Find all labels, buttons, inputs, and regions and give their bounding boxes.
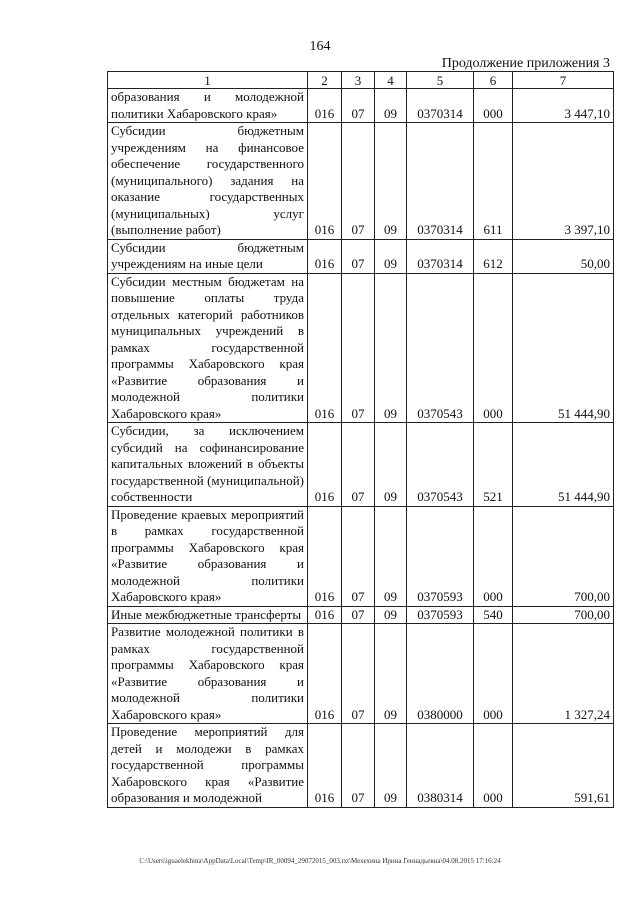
row-code-ministry: 016	[308, 239, 342, 273]
row-amount: 700,00	[513, 506, 614, 606]
table-row	[108, 606, 614, 624]
row-amount: 700,00	[513, 606, 614, 624]
row-code-subsection: 09	[375, 624, 407, 724]
row-code-ministry: 016	[308, 506, 342, 606]
table-row	[108, 273, 614, 423]
row-code-expense-type: 000	[474, 89, 513, 123]
column-header: 7	[513, 72, 614, 89]
row-code-expense-type: 000	[474, 506, 513, 606]
row-name: Субсидии, за исключением субсидий на софинансирование капитальных вложений в объекты государственной (муниципальной) собственности	[108, 423, 308, 507]
column-header: 4	[375, 72, 407, 89]
row-code-section: 07	[342, 239, 375, 273]
row-name: образования и молодежной политики Хабаровского края»	[108, 89, 308, 123]
row-code-section: 07	[342, 606, 375, 624]
row-code-subsection: 09	[375, 123, 407, 240]
row-code-section: 07	[342, 624, 375, 724]
budget-table	[107, 71, 614, 808]
row-name: Проведение мероприятий для детей и молодежи в рамках государственной программы Хабаровского края «Развитие образования и молодежной	[108, 724, 308, 808]
row-code-ministry: 016	[308, 273, 342, 423]
row-code-ministry: 016	[308, 89, 342, 123]
row-code-expense-type: 000	[474, 624, 513, 724]
row-amount: 1 327,24	[513, 624, 614, 724]
row-name: Субсидии бюджетным учреждениям на иные цели	[108, 239, 308, 273]
column-header: 5	[407, 72, 474, 89]
row-code-expense-type: 611	[474, 123, 513, 240]
row-name: Проведение краевых мероприятий в рамках государственной программы Хабаровского края «Развитие образования и молодежной политики Хабаровского края»	[108, 506, 308, 606]
page-number: 164	[309, 39, 331, 54]
table-row	[108, 506, 614, 606]
row-code-target: 0370314	[407, 89, 474, 123]
file-path-footer: C:\Users\iguaelekhina\AppData\Local\Temp\IR_00094_29072015_003.txt\Мехехина Ирина Геннадьевна\04.08.2015 17:16:24	[139, 857, 501, 865]
column-header: 6	[474, 72, 513, 89]
row-code-subsection: 09	[375, 606, 407, 624]
row-code-target: 0370543	[407, 423, 474, 507]
row-code-subsection: 09	[375, 89, 407, 123]
row-code-expense-type: 612	[474, 239, 513, 273]
column-header: 2	[308, 72, 342, 89]
row-code-ministry: 016	[308, 123, 342, 240]
table-header-row	[108, 72, 614, 89]
table-row	[108, 624, 614, 724]
row-name: Субсидии местным бюджетам на повышение оплаты труда отдельных категорий работников муниципальных учреждений в рамках государственной программы Хабаровского края «Развитие образования и молодежной политики Хабаровского края»	[108, 273, 308, 423]
row-code-subsection: 09	[375, 724, 407, 808]
row-amount: 3 447,10	[513, 89, 614, 123]
row-name: Иные межбюджетные трансферты	[108, 606, 308, 624]
row-code-subsection: 09	[375, 423, 407, 507]
row-code-section: 07	[342, 724, 375, 808]
row-code-target: 0370314	[407, 239, 474, 273]
row-code-subsection: 09	[375, 506, 407, 606]
table-row	[108, 123, 614, 240]
row-code-target: 0370543	[407, 273, 474, 423]
row-code-expense-type: 540	[474, 606, 513, 624]
row-amount: 3 397,10	[513, 123, 614, 240]
row-code-section: 07	[342, 273, 375, 423]
row-code-ministry: 016	[308, 624, 342, 724]
row-code-section: 07	[342, 506, 375, 606]
row-amount: 51 444,90	[513, 423, 614, 507]
table-row	[108, 89, 614, 123]
row-code-expense-type: 000	[474, 724, 513, 808]
table-row	[108, 724, 614, 808]
continuation-label: Продолжение приложения 3	[441, 56, 610, 71]
row-code-subsection: 09	[375, 239, 407, 273]
row-code-subsection: 09	[375, 273, 407, 423]
row-code-ministry: 016	[308, 724, 342, 808]
row-code-target: 0370593	[407, 506, 474, 606]
row-name: Развитие молодежной политики в рамках государственной программы Хабаровского края «Развитие образования и молодежной политики Хабаровского края»	[108, 624, 308, 724]
column-header: 1	[108, 72, 308, 89]
table-row	[108, 239, 614, 273]
row-code-target: 0370593	[407, 606, 474, 624]
row-code-section: 07	[342, 123, 375, 240]
table-row	[108, 423, 614, 507]
row-code-ministry: 016	[308, 606, 342, 624]
row-name: Субсидии бюджетным учреждениям на финансовое обеспечение государственного (муниципального) задания на оказание государственных (муниципальных) услуг (выполнение работ)	[108, 123, 308, 240]
row-code-expense-type: 000	[474, 273, 513, 423]
row-amount: 50,00	[513, 239, 614, 273]
row-code-section: 07	[342, 423, 375, 507]
row-code-target: 0380314	[407, 724, 474, 808]
row-code-section: 07	[342, 89, 375, 123]
row-code-target: 0370314	[407, 123, 474, 240]
row-code-target: 0380000	[407, 624, 474, 724]
row-amount: 591,61	[513, 724, 614, 808]
column-header: 3	[342, 72, 375, 89]
row-code-ministry: 016	[308, 423, 342, 507]
row-amount: 51 444,90	[513, 273, 614, 423]
row-code-expense-type: 521	[474, 423, 513, 507]
